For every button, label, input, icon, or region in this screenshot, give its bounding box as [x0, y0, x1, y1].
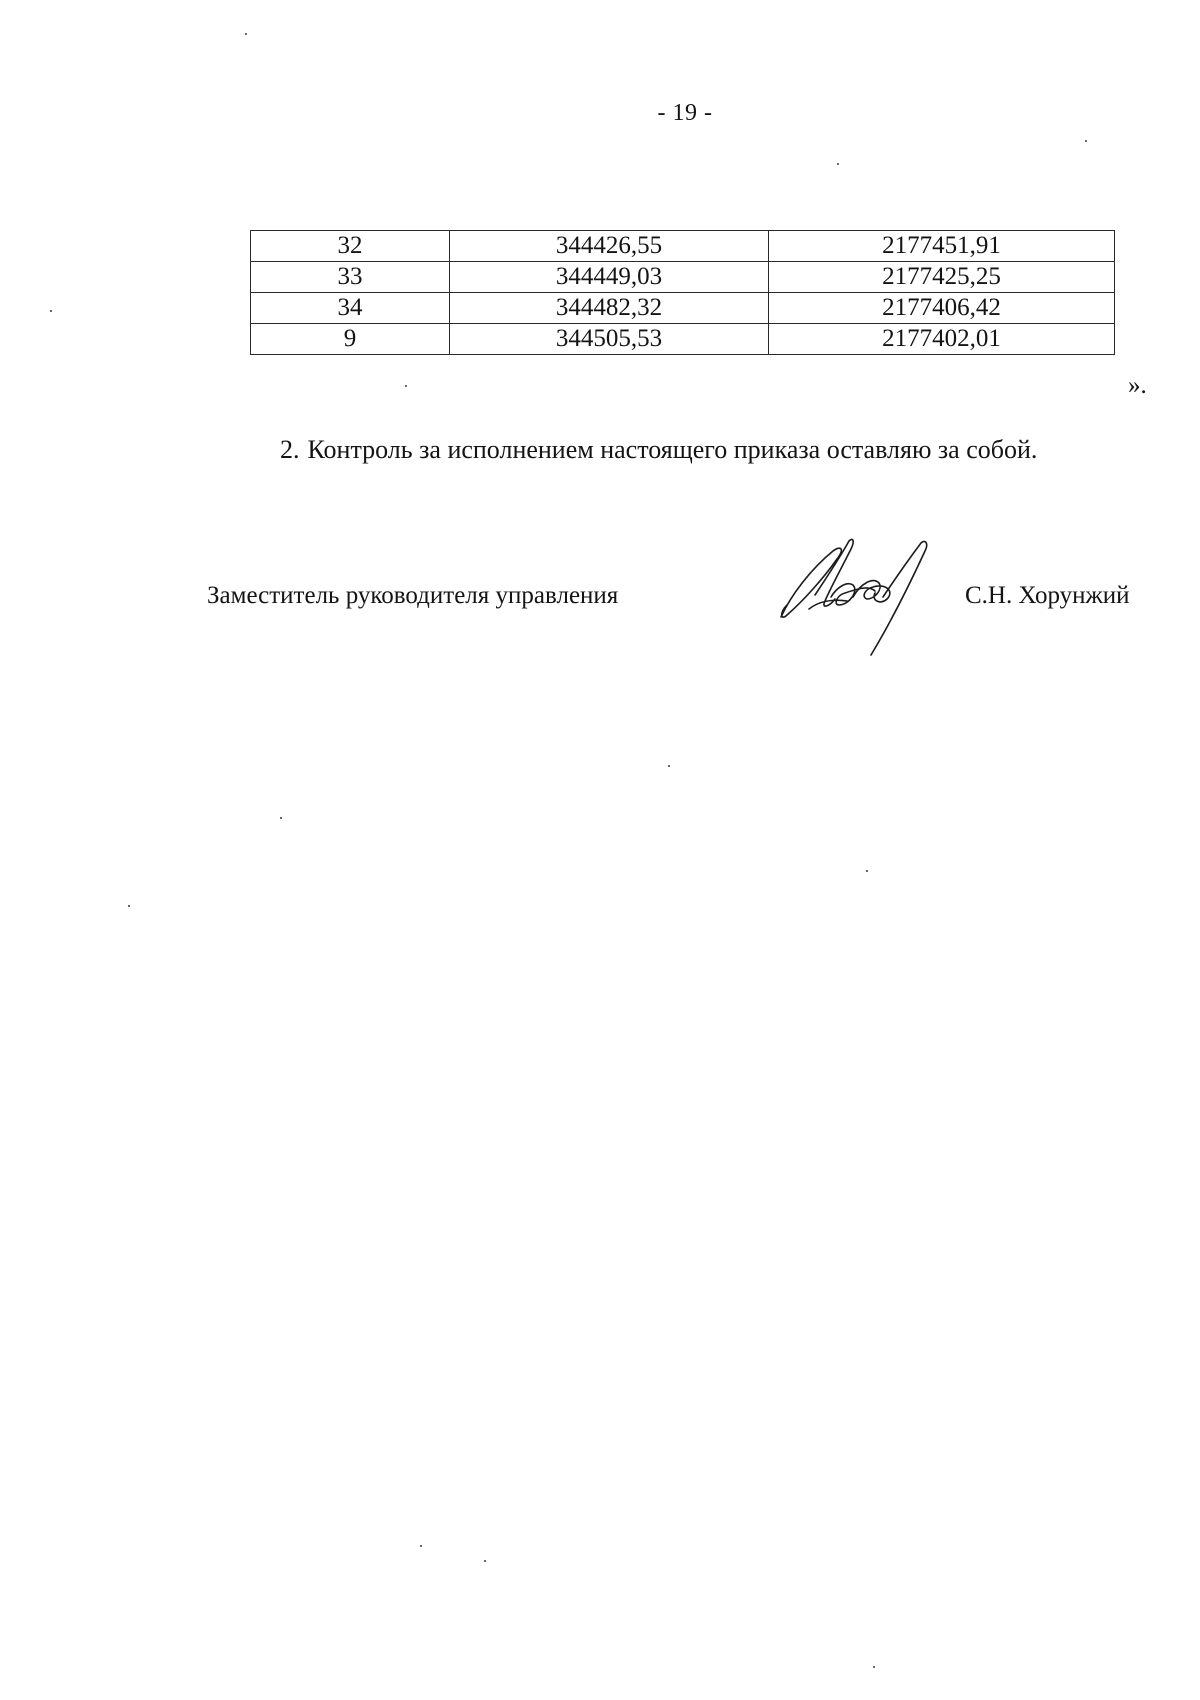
- scan-speck: [405, 385, 407, 387]
- x-coordinate-cell: 344505,53: [450, 324, 769, 355]
- page-number: - 19 -: [657, 100, 713, 126]
- signer-name: С.Н. Хорунжий: [965, 582, 1130, 609]
- point-number-cell: 34: [251, 293, 450, 324]
- signer-position: Заместитель руководителя управления: [207, 582, 619, 609]
- scan-speck: [50, 310, 52, 312]
- scan-speck: [128, 905, 130, 907]
- scan-speck: [1085, 140, 1087, 142]
- x-coordinate-cell: 344482,32: [450, 293, 769, 324]
- point-number-cell: 9: [251, 324, 450, 355]
- point-number-cell: 32: [251, 231, 450, 262]
- coordinates-table: [250, 230, 1115, 355]
- scan-speck: [668, 765, 670, 767]
- scan-speck: [873, 1666, 875, 1668]
- x-coordinate-cell: 344449,03: [450, 262, 769, 293]
- table-row: [251, 324, 1115, 355]
- scan-speck: [245, 33, 247, 35]
- table-row: [251, 262, 1115, 293]
- point-number-cell: 33: [251, 262, 450, 293]
- x-coordinate-cell: 344426,55: [450, 231, 769, 262]
- scan-speck: [837, 163, 839, 165]
- y-coordinate-cell: 2177451,91: [769, 231, 1115, 262]
- closing-quote-mark: ».: [1128, 372, 1147, 399]
- table-row: [251, 293, 1115, 324]
- scan-speck: [420, 1545, 422, 1547]
- y-coordinate-cell: 2177406,42: [769, 293, 1115, 324]
- y-coordinate-cell: 2177402,01: [769, 324, 1115, 355]
- scan-speck: [484, 1560, 486, 1562]
- clause-text: Контроль за исполнением настоящего приказа оставляю за собой.: [307, 435, 1038, 464]
- handwritten-signature-icon: [775, 535, 950, 660]
- y-coordinate-cell: 2177425,25: [769, 262, 1115, 293]
- clause-number: 2.: [280, 435, 300, 464]
- scan-speck: [280, 817, 282, 819]
- table-row: [251, 231, 1115, 262]
- scan-speck: [866, 870, 868, 872]
- clause-paragraph: [280, 435, 1037, 465]
